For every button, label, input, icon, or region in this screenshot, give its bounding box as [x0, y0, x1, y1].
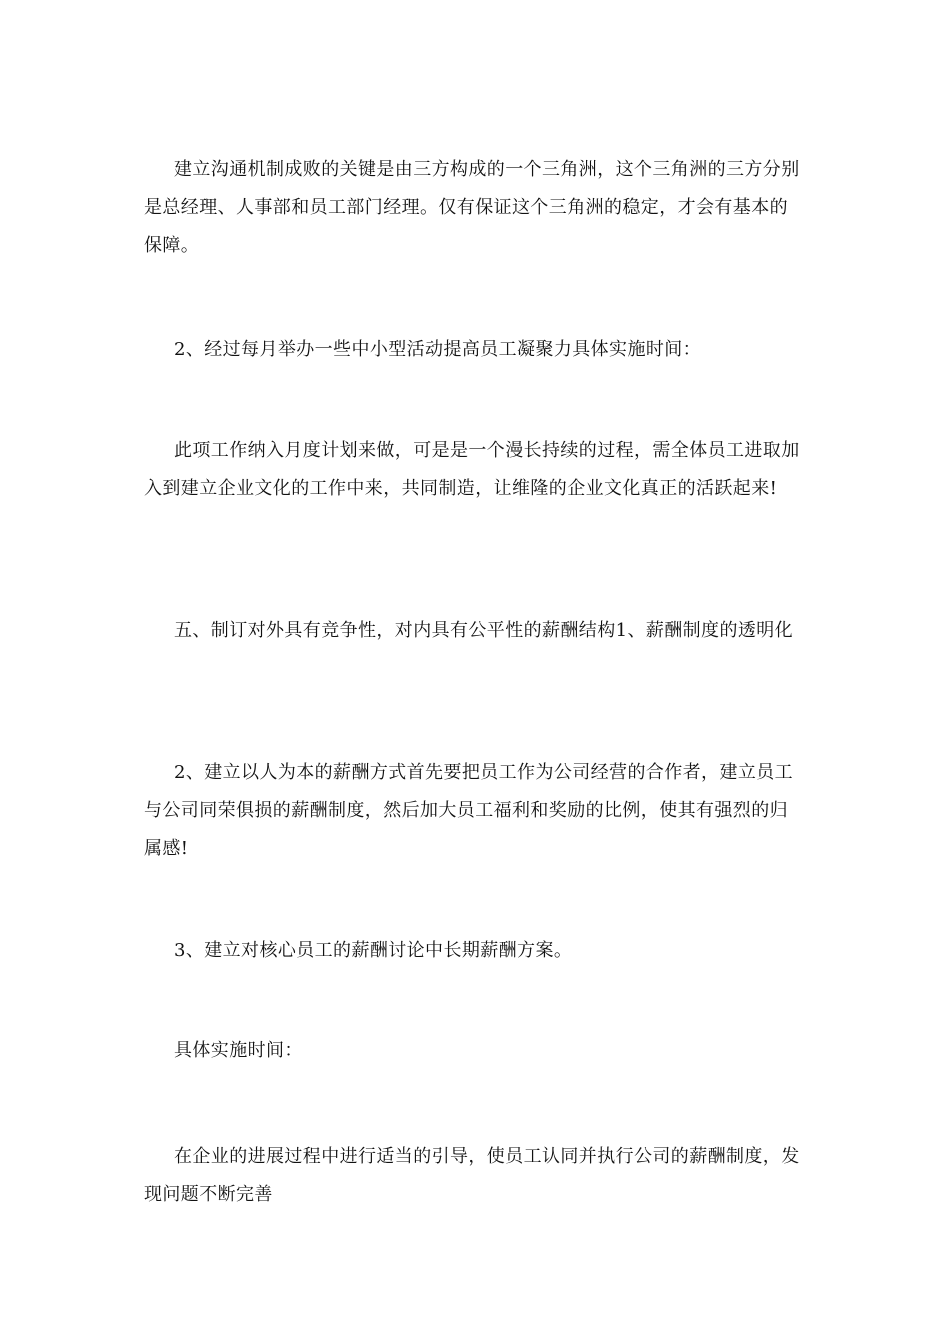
paragraph-implementation-time: 具体实施时间： — [174, 1040, 303, 1061]
paragraph-monthly-activities: 2、经过每月举办一些中小型活动提高员工凝聚力具体实施时间： — [174, 339, 702, 360]
paragraph-corporate-culture: 此项工作纳入月度计划来做，可是是一个漫长持续的过程，需全体员工进取加入到建立企业文化的工作中来，共同制造，让维隆的企业文化真正的活跃起来! — [144, 440, 800, 499]
paragraph-communication-triangle: 建立沟通机制成败的关键是由三方构成的一个三角洲，这个三角洲的三方分别是总经理、人事部和员工部门经理。仅有保证这个三角洲的稳定，才会有基本的保障。 — [144, 159, 800, 256]
paragraph-people-oriented-salary: 2、建立以人为本的薪酬方式首先要把员工作为公司经营的合作者，建立员工与公司同荣俱损的薪酬制度，然后加大员工福利和奖励的比例，使其有强烈的归属感! — [144, 762, 794, 859]
paragraph-guidance-improvement: 在企业的进展过程中进行适当的引导，使员工认同并执行公司的薪酬制度，发现问题不断完善 — [144, 1146, 800, 1205]
paragraph-salary-structure-heading: 五、制订对外具有竞争性，对内具有公平性的薪酬结构1、薪酬制度的透明化 — [174, 620, 794, 641]
paragraph-core-staff-salary: 3、建立对核心员工的薪酬讨论中长期薪酬方案。 — [174, 940, 573, 961]
